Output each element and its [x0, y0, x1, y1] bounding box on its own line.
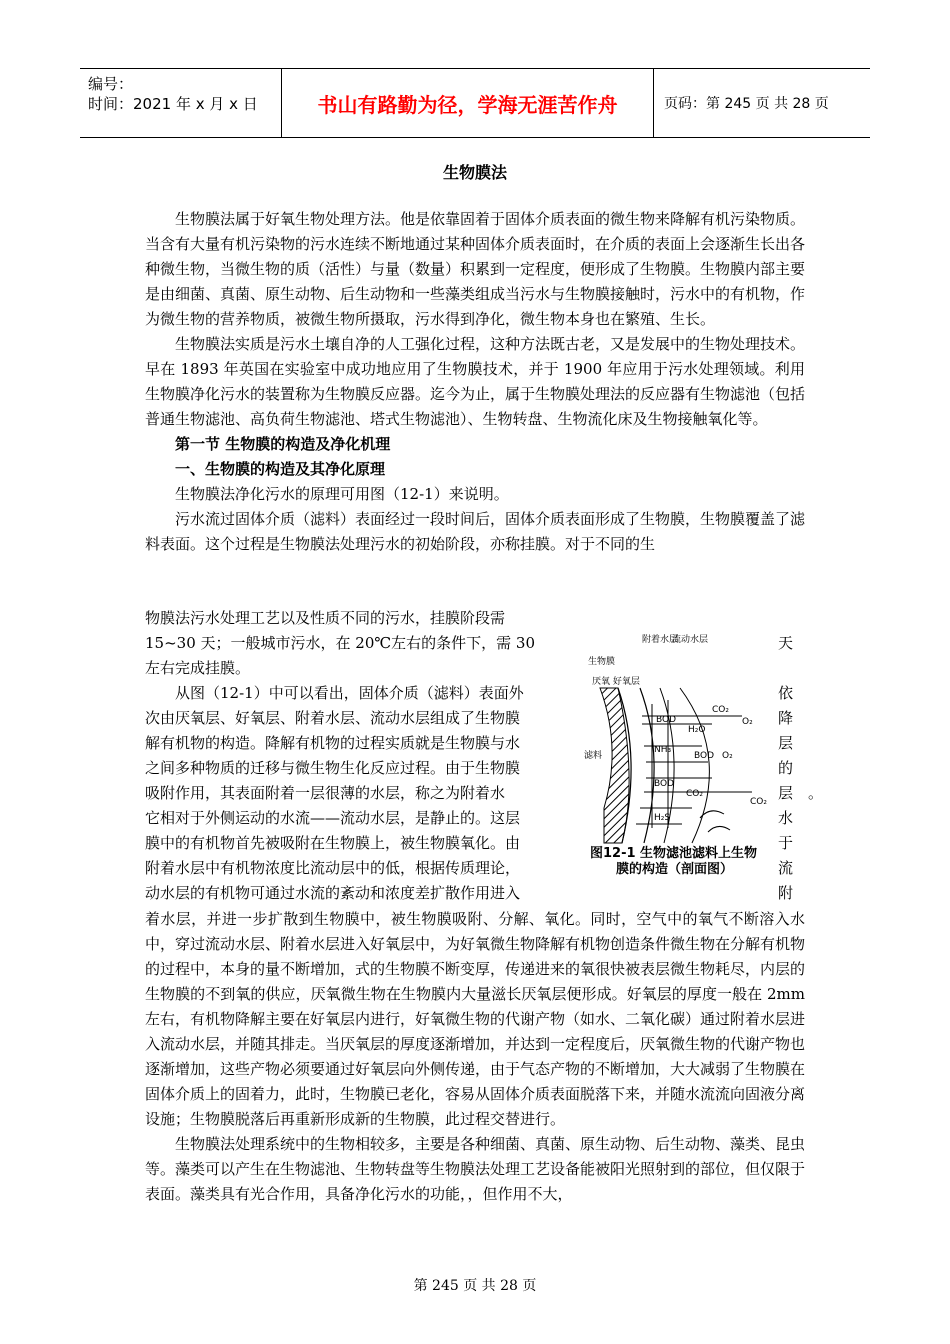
- flow-swirl: [708, 826, 730, 832]
- section-heading: 第一节 生物膜的构造及净化机理: [175, 435, 391, 453]
- wrap-line: 膜中的有机物首先被吸附在生物膜上，被生物膜氧化。由: [145, 834, 521, 852]
- label-co2-2: CO₂: [686, 789, 703, 799]
- wrap-line: 15~30 天；一般城市污水，在 20℃左右的条件下，需 30: [145, 634, 536, 652]
- document-header: [80, 68, 870, 138]
- wrap-line: 解有机物的构造。降解有机物的过程实质就是生物膜与水: [145, 734, 521, 752]
- label-film: 生物膜: [588, 657, 616, 667]
- label-bod-3: BOD: [654, 779, 675, 789]
- page-footer: 第 245 页 共 28 页: [413, 1278, 537, 1294]
- label-bod-2: BOD: [694, 751, 715, 761]
- wrap-line: 附着水层中有机物浓度比流动层中的低，根据传质理论，: [145, 859, 521, 877]
- code-label: 编号：: [88, 75, 134, 93]
- paragraph-3: 生物膜法净化污水的原理可用图（12-1）来说明。: [175, 485, 509, 503]
- label-co2-3: CO₂: [750, 797, 767, 807]
- main-block: [145, 907, 805, 1207]
- wrap-line-right: 的: [778, 759, 794, 777]
- wrap-line: 它相对于外侧运动的水流——流动水层，是静止的。这层: [145, 809, 521, 827]
- wrap-line: 次由厌氧层、好氧层、附着水层、流动水层组成了生物膜: [145, 709, 521, 727]
- wrap-line-dot: 。: [808, 784, 824, 802]
- flowing-water-boundary: [680, 688, 709, 843]
- wrap-line-right: 层: [778, 784, 794, 802]
- label-bod: BOD: [656, 715, 677, 725]
- label-co2: CO₂: [712, 705, 729, 715]
- wrap-line-right: 层: [778, 734, 794, 752]
- header-meta: [80, 69, 282, 137]
- mass-transfer-arrows: [636, 700, 752, 828]
- wrap-line-right: 依: [778, 684, 794, 702]
- label-nh3: NH₃: [654, 745, 672, 755]
- paragraph-5: 着水层，并进一步扩散到生物膜中，被生物膜吸附、分解、氧化。同时，空气中的氧气不断溶入水中，穿过流动水层、附着水层进入好氧层中，为好氧微生物降解有机物创造条件微生物在分解有机物的过程中，本身的量不断增加，式的生物膜不断变厚，传递进来的氧很快被表层微生物耗尽，内层的生物膜的不到氧的供应，厌氧微生物在生物膜内大量滋长厌氧层便形成。好氧层的厚度一般在 2mm 左右，有机物降解主要在好氧层内进行，好氧微生物的代谢产物（如水、二氧化碳）通过附着水层进入流动水层，并随其排走。当厌氧层的厚度逐渐增加，并达到一定程度后，厌氧微生物的代谢产物也逐渐增加，这些产物必须要通过好氧层向外侧传递，由于气态产物的不断增加，大大减弱了生物膜在固体介质上的固着力，此时，生物膜已老化，容易从固体介质表面脱落下来，并随水流流向固液分离设施；生物膜脱落后再重新形成新的生物膜，此过程交替进行。: [145, 910, 806, 1128]
- wrap-line: 吸附作用，其表面附着一层很薄的水层，称之为附着水: [145, 784, 506, 802]
- wrap-line-right: 天: [778, 634, 794, 652]
- wrap-line: 从图（12-1）中可以看出，固体介质（滤料）表面外: [175, 684, 524, 702]
- label-h2o: H₂O: [688, 725, 706, 735]
- label-h2s: H₂S: [654, 813, 671, 823]
- wrap-line: 左右完成挂膜。: [145, 659, 251, 677]
- wrap-line: 物膜法污水处理工艺以及性质不同的污水，挂膜阶段需: [145, 609, 506, 627]
- label-layers: 厌氧 好氧层: [592, 677, 640, 687]
- header-motto: [282, 69, 654, 137]
- paragraph-2: 生物膜法实质是污水土壤自净的人工强化过程，这种方法既古老，又是发展中的生物处理技术。早在 1893 年英国在实验室中成功地应用了生物膜技术，并于 1900 年应用于污水处理领域。利用生物膜净化污水的装置称为生物膜反应器。迄今为止，属于生物膜处理法的反应器有生物滤池（包括普通生物滤池、高负荷生物滤池、塔式生物滤池）、生物转盘、生物流化床及生物接触氧化等。: [145, 335, 806, 428]
- caption-line-2: 膜的构造（剖面图）: [616, 862, 734, 877]
- figure-caption: [590, 846, 757, 878]
- page-info: 页码：第 245 页 共 28 页: [664, 96, 829, 112]
- wrap-line: 动水层的有机物可通过水流的紊动和浓度差扩散作用进入: [145, 884, 521, 902]
- paragraph-6: 生物膜法处理系统中的生物相较多，主要是各种细菌、真菌、原生动物、后生动物、藻类、昆虫等。藻类可以产生在生物滤池、生物转盘等生物膜法处理工艺设备能被阳光照射到的部位，但仅限于表面。藻类具有光合作用，具备净化污水的功能，，但作用不大，: [145, 1135, 806, 1203]
- page-title: 生物膜法: [442, 163, 507, 182]
- wrap-line-right: 于: [778, 834, 794, 852]
- label-o2-2: O₂: [722, 751, 733, 761]
- wrap-line-right: 附: [778, 884, 794, 902]
- paragraph-1: 生物膜法属于好氧生物处理方法。他是依靠固着于固体介质表面的微生物来降解有机污染物质。当含有大量有机污染物的污水连续不断地通过某种固体介质表面时，在介质的表面上会逐渐生长出各种微生物，当微生物的质（活性）与量（数量）积累到一定程度，便形成了生物膜。生物膜内部主要是由细菌、真菌、原生动物、后生动物和一些藻类组成当污水与生物膜接触时，污水中的有机物，作为微生物的营养物质，被微生物所摄取，污水得到净化，微生物本身也在繁殖、生长。: [145, 210, 806, 328]
- wrap-line-right: 水: [778, 809, 794, 827]
- label-flowing: 流动水层: [672, 635, 709, 645]
- caption-line-1: 图12-1 生物滤池滤料上生物: [590, 846, 758, 861]
- label-media: 滤料: [584, 751, 603, 761]
- wrap-line: 之间多种物质的迁移与微生物生化反应过程。由于生物膜: [145, 759, 521, 777]
- motto-text: 书山有路勤为径，学海无涯苦作舟: [317, 92, 618, 117]
- time-label: 时间：2021 年 x 月 x 日: [88, 95, 258, 113]
- label-o2: O₂: [742, 717, 753, 727]
- label-attached: 附着水层: [642, 635, 679, 645]
- wrap-line-right: 流: [778, 859, 794, 877]
- paragraph-4: 污水流过固体介质（滤料）表面经过一段时间后，固体介质表面形成了生物膜，生物膜覆盖了滤料表面。这个过程是生物膜法处理污水的初始阶段，亦称挂膜。对于不同的生: [145, 510, 806, 553]
- intro-block: [145, 207, 805, 557]
- wrap-line-right: 降: [778, 709, 794, 727]
- subsection-heading: 一、生物膜的构造及其净化原理: [175, 460, 386, 478]
